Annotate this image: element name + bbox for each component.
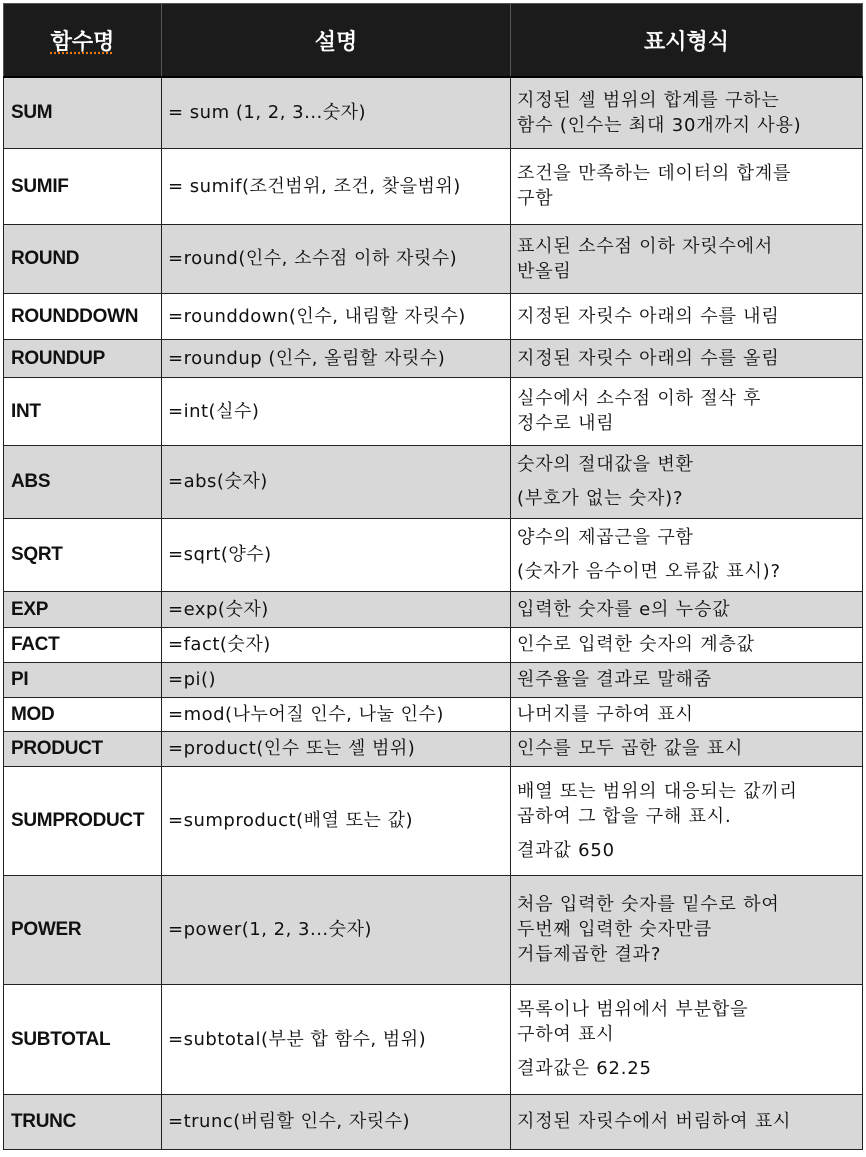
table-row [4, 731, 863, 766]
header-row [4, 4, 863, 78]
description-line: 나머지를 구하여 표시 [517, 703, 694, 725]
function-description [511, 984, 863, 1094]
table-row [4, 984, 863, 1094]
description-line: 지정된 셀 범위의 합계를 구하는 [517, 89, 780, 111]
function-syntax: =sumproduct(배열 또는 값) [162, 766, 511, 875]
function-syntax: =rounddown(인수, 내림할 자릿수) [162, 293, 511, 339]
function-description [511, 518, 863, 591]
header-description: 설명 [162, 4, 511, 78]
function-syntax: =fact(숫자) [162, 627, 511, 662]
table-row [4, 591, 863, 627]
description-line: 조건을 만족하는 데이터의 합계를 [517, 163, 792, 184]
function-description [511, 662, 863, 697]
function-name: FACT [4, 627, 162, 662]
function-syntax: =mod(나누어질 인수, 나눌 인수) [162, 697, 511, 731]
function-syntax: =power(1, 2, 3...숫자) [162, 875, 511, 984]
function-syntax: =int(실수) [162, 377, 511, 445]
table-row [4, 1094, 863, 1149]
function-description [511, 377, 863, 445]
table-row [4, 293, 863, 339]
table-row [4, 875, 863, 984]
description-line: 숫자의 절대값을 변환 [517, 454, 694, 475]
function-name: MOD [4, 697, 162, 731]
description-line: 인수를 모두 곱한 값을 표시 [517, 738, 744, 759]
table-row [4, 339, 863, 377]
description-line: 결과값 650 [517, 839, 615, 861]
description-line: 인수로 입력한 숫자의 계층값 [517, 634, 755, 655]
function-syntax: =round(인수, 소수점 이하 자릿수) [162, 224, 511, 293]
table-row [4, 148, 863, 224]
function-description [511, 1094, 863, 1149]
function-description [511, 697, 863, 731]
function-syntax: =product(인수 또는 셀 범위) [162, 731, 511, 766]
function-description [511, 627, 863, 662]
header-function-name: 함수명 [4, 4, 162, 78]
description-line: (부호가 없는 숫자)? [517, 488, 684, 509]
function-syntax: = sum (1, 2, 3...숫자) [162, 77, 511, 148]
function-description [511, 339, 863, 377]
function-syntax: =exp(숫자) [162, 591, 511, 627]
description-line: 목록이나 범위에서 부분합을 [517, 999, 749, 1020]
function-name: PRODUCT [4, 731, 162, 766]
description-line: 실수에서 소수점 이하 절삭 후 [517, 388, 762, 409]
function-name: ROUND [4, 224, 162, 293]
function-name: PI [4, 662, 162, 697]
function-table [3, 3, 863, 1150]
description-line: 함수 (인수는 최대 30개까지 사용) [517, 114, 802, 136]
function-name: SUMPRODUCT [4, 766, 162, 875]
function-name: SUBTOTAL [4, 984, 162, 1094]
function-name: INT [4, 377, 162, 445]
description-line: 표시된 소수점 이하 자릿수에서 [517, 235, 774, 257]
description-line: 지정된 자릿수에서 버림하여 표시 [517, 1111, 792, 1132]
description-line: 배열 또는 범위의 대응되는 값끼리 [517, 780, 798, 802]
table-row [4, 377, 863, 445]
function-syntax: =abs(숫자) [162, 445, 511, 518]
description-line: 양수의 제곱근을 구함 [517, 527, 694, 548]
header-display-format: 표시형식 [511, 4, 863, 78]
function-syntax: =roundup (인수, 올림할 자릿수) [162, 339, 511, 377]
description-line: 지정된 자릿수 아래의 수를 내림 [517, 305, 780, 327]
function-description [511, 77, 863, 148]
description-line: 지정된 자릿수 아래의 수를 올림 [517, 347, 780, 369]
description-line: 정수로 내림 [517, 413, 615, 434]
table-row [4, 662, 863, 697]
function-name: ROUNDDOWN [4, 293, 162, 339]
function-description [511, 731, 863, 766]
table-row [4, 697, 863, 731]
function-syntax: = sumif(조건범위, 조건, 찾을범위) [162, 148, 511, 224]
function-syntax: =pi() [162, 662, 511, 697]
function-name: TRUNC [4, 1094, 162, 1149]
function-description [511, 591, 863, 627]
function-syntax: =subtotal(부분 합 함수, 범위) [162, 984, 511, 1094]
table-row [4, 627, 863, 662]
function-description [511, 148, 863, 224]
description-line: 곱하여 그 합을 구해 표시. [517, 805, 732, 827]
function-syntax: =trunc(버림할 인수, 자릿수) [162, 1094, 511, 1149]
function-description [511, 875, 863, 984]
table-row [4, 224, 863, 293]
function-description [511, 445, 863, 518]
description-line: 두번째 입력한 숫자만큼 [517, 919, 712, 940]
description-line: 처음 입력한 숫자를 밑수로 하여 [517, 894, 780, 915]
description-line: 구함 [517, 188, 554, 209]
function-name: SUM [4, 77, 162, 148]
description-line: (숫자가 음수이면 오류값 표시)? [517, 561, 781, 582]
description-line: 결과값은 62.25 [517, 1058, 652, 1079]
function-description [511, 766, 863, 875]
function-name: EXP [4, 591, 162, 627]
description-line: 구하여 표시 [517, 1024, 615, 1045]
function-syntax: =sqrt(양수) [162, 518, 511, 591]
description-line: 거듭제곱한 결과? [517, 944, 662, 965]
function-name: SQRT [4, 518, 162, 591]
description-line: 입력한 숫자를 e의 누승값 [517, 598, 731, 620]
function-name: ABS [4, 445, 162, 518]
function-description [511, 293, 863, 339]
table-row [4, 766, 863, 875]
table-row [4, 518, 863, 591]
table-row [4, 445, 863, 518]
function-name: SUMIF [4, 148, 162, 224]
description-line: 반올림 [517, 260, 572, 282]
function-description [511, 224, 863, 293]
table-row [4, 77, 863, 148]
function-name: POWER [4, 875, 162, 984]
function-name: ROUNDUP [4, 339, 162, 377]
description-line: 원주율을 결과로 말해줌 [517, 669, 712, 690]
